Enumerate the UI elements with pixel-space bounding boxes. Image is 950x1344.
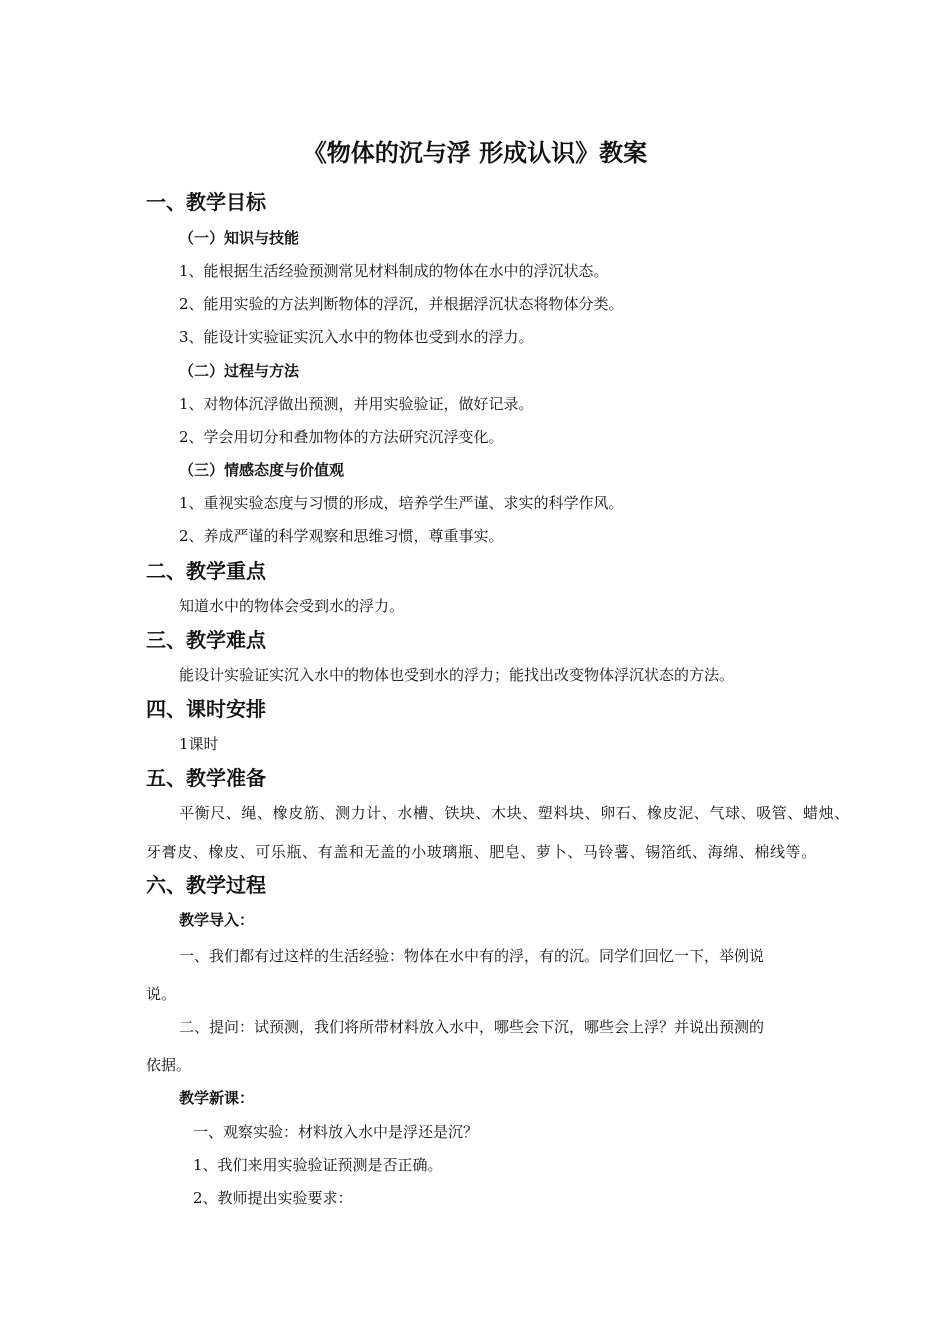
preparation-line-2: 牙膏皮、橡皮、可乐瓶、有盖和无盖的小玻璃瓶、肥皂、萝卜、马铃薯、锡箔纸、海绵、棉线等。 <box>146 843 817 861</box>
subheading-intro: 教学导入： <box>179 911 255 929</box>
schedule-text: 1课时 <box>179 735 219 753</box>
emotion-item-2: 2、养成严谨的科学观察和思维习惯，尊重事实。 <box>179 527 504 545</box>
subheading-new-lesson: 教学新课： <box>179 1089 255 1107</box>
difficulties-text: 能设计实验证实沉入水中的物体也受到水的浮力；能找出改变物体浮沉状态的方法。 <box>179 666 735 684</box>
heading-teaching-process: 六、教学过程 <box>146 873 266 897</box>
intro-paragraph-2-cont: 依据。 <box>146 1056 192 1074</box>
new-lesson-item-1: 一、观察实验：材料放入水中是浮还是沉？ <box>193 1123 479 1141</box>
intro-paragraph-1-cont: 说。 <box>146 985 177 1003</box>
process-item-2: 2、学会用切分和叠加物体的方法研究沉浮变化。 <box>179 428 504 446</box>
heading-preparation: 五、教学准备 <box>146 766 266 790</box>
emotion-item-1: 1、重视实验态度与习惯的形成，培养学生严谨、求实的科学作风。 <box>179 494 624 512</box>
heading-schedule: 四、课时安排 <box>146 697 266 721</box>
knowledge-item-2: 2、能用实验的方法判断物体的浮沉，并根据浮沉状态将物体分类。 <box>179 295 624 313</box>
key-points-text: 知道水中的物体会受到水的浮力。 <box>179 597 405 615</box>
new-lesson-item-3: 2、教师提出实验要求： <box>193 1189 353 1207</box>
process-item-1: 1、对物体沉浮做出预测，并用实验验证，做好记录。 <box>179 395 534 413</box>
intro-paragraph-2: 二、提问：试预测，我们将所带材料放入水中，哪些会下沉，哪些会上浮？并说出预测的 <box>179 1018 765 1036</box>
knowledge-item-1: 1、能根据生活经验预测常见材料制成的物体在水中的浮沉状态。 <box>179 262 609 280</box>
subheading-process-methods: （二）过程与方法 <box>179 362 300 380</box>
knowledge-item-3: 3、能设计实验证实沉入水中的物体也受到水的浮力。 <box>179 328 534 346</box>
subheading-emotion-values: （三）情感态度与价值观 <box>179 461 345 479</box>
intro-paragraph-1: 一、我们都有过这样的生活经验：物体在水中有的浮，有的沉。同学们回忆一下，举例说 <box>179 947 765 965</box>
subheading-knowledge-skills: （一）知识与技能 <box>179 229 300 247</box>
preparation-line-1: 平衡尺、绳、橡皮筋、测力计、水槽、铁块、木块、塑料块、卵石、橡皮泥、气球、吸管、蜡烛、 <box>179 804 850 822</box>
heading-key-points: 二、教学重点 <box>146 559 266 583</box>
heading-difficulties: 三、教学难点 <box>146 628 266 652</box>
new-lesson-item-2: 1、我们来用实验验证预测是否正确。 <box>193 1156 443 1174</box>
document-title: 《物体的沉与浮 形成认识》教案 <box>302 138 648 167</box>
heading-teaching-goals: 一、教学目标 <box>146 190 266 214</box>
